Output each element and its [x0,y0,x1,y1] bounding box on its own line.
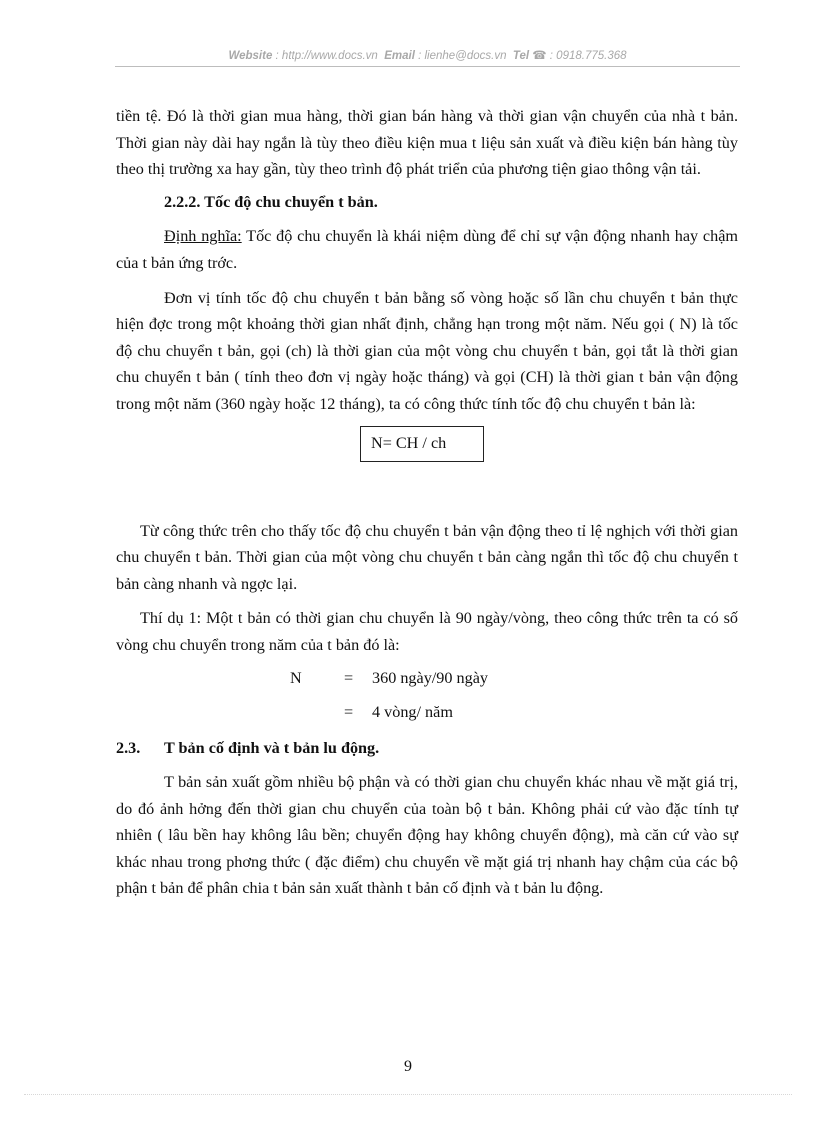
equation-line-1 [116,661,738,695]
footer-divider [24,1094,792,1095]
equation-line-2 [116,695,738,729]
equation-operator: = [344,668,354,687]
email-label: Email [384,50,415,62]
email-value: : lienhe@docs.vn [418,50,507,62]
equation-rhs: 360 ngày/90 ngày [372,668,488,687]
website-value: : http://www.docs.vn [275,50,378,62]
heading-2-2-2: 2.2.2. Tốc độ chu chuyển t bản. [164,192,378,211]
tel-label: Tel ☎ [512,50,547,62]
equation-lhs: N [290,668,302,687]
paragraph-definition [116,223,738,276]
heading-number: 2.3. [116,738,141,757]
spacer [116,462,738,510]
header-divider [115,66,740,67]
heading-text: T bản cố định và t bản lu động. [164,738,380,757]
equation-rhs: 4 vòng/ năm [372,702,453,721]
paragraph-inverse: Từ công thức trên cho thấy tốc độ chu chuyển t bản vận động theo tỉ lệ nghịch với thời gian chu chuyển t bản. Thời gian của một vòng chu chuyển t bản càng ngắn thì tốc độ chu chuyển t bản càng nhanh và ngợc lại. [116,521,738,593]
definition-label: Định nghĩa: [164,227,242,246]
heading-2-3 [116,735,738,762]
paragraph-intro: tiền tệ. Đó là thời gian mua hàng, thời gian bán hàng và thời gian vận chuyển của nhà t bản. Thời gian này dài hay ngắn là tùy theo điều kiện mua t liệu sản xuất và điều kiện bán hàng tùy theo thị trường xa hay gần, tùy theo trình độ phát triển của phương tiện giao thông vận tải. [116,107,738,179]
formula-box: N= CH / ch [360,426,484,462]
document-body [116,103,738,902]
page-number: 9 [404,1058,412,1075]
page-header [115,48,740,62]
definition-text: Tốc độ chu chuyển là khái niệm dùng để chỉ sự vận động nhanh hay chậm của t bản ứng trớc. [116,227,738,272]
paragraph-unit: Đơn vị tính tốc độ chu chuyển t bản bằng số vòng hoặc số lần chu chuyển t bản thực hiện đợc trong một khoảng thời gian nhất định, chẳng hạn trong một năm. Nếu gọi ( N) là tốc độ chu chuyển t bản, gọi (ch) là thời gian của một vòng chu chuyển t bản, gọi tắt là thời gian chu chuyển t bản ( tính theo đơn vị ngày hoặc tháng) và gọi (CH) là thời gian t bản vận động trong một năm (360 ngày hoặc 12 tháng), ta có công thức tính tốc độ chu chuyển t bản là: [116,288,738,413]
equation-operator: = [344,702,354,721]
paragraph-capital-types: T bản sản xuất gồm nhiều bộ phận và có thời gian chu chuyển khác nhau về mặt giá trị, do đó ảnh hởng đến thời gian chu chuyển của toàn bộ t bản. Không phải cứ vào đặc tính tự nhiên ( lâu bền hay không lâu bền; chuyển động hay không chuyển động), mà căn cứ vào sự khác nhau trong phơng thức ( đặc điểm) chu chuyển về mặt giá trị nhanh hay chậm của các bộ phận t bản để phân chia t bản sản xuất thành t bản cố định và t bản lu động. [116,773,738,898]
tel-value: : 0918.775.368 [549,50,627,62]
website-label: Website [228,50,273,62]
paragraph-example: Thí dụ 1: Một t bản có thời gian chu chuyển là 90 ngày/vòng, theo công thức trên ta có số vòng chu chuyển trong năm của t bản đó là: [116,609,738,654]
